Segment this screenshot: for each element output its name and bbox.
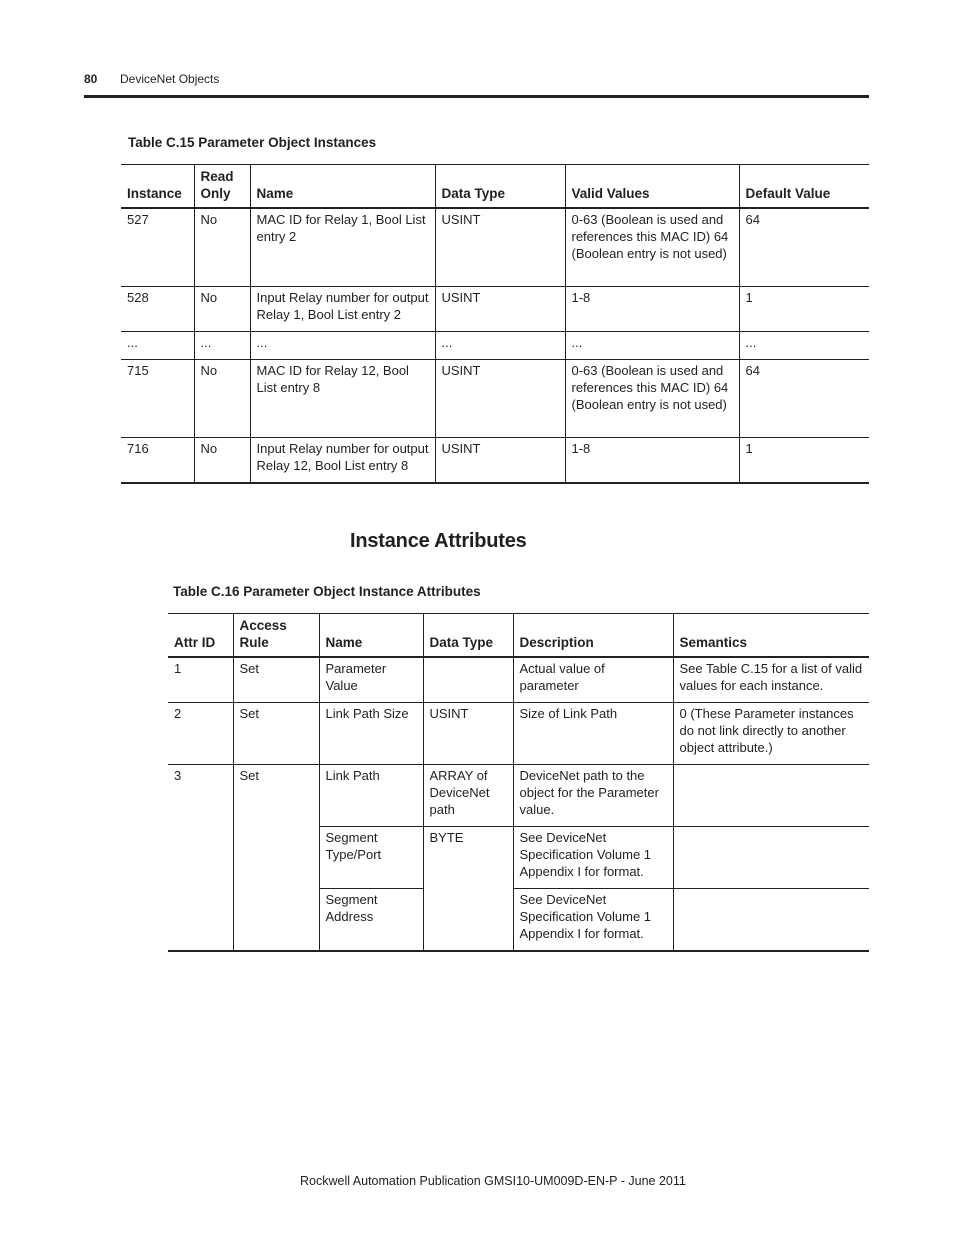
table-cell: Parameter Value [319, 657, 423, 703]
table-cell: 1 [174, 661, 182, 676]
table-cell: Set [233, 703, 319, 765]
table-cell: 64 [739, 359, 869, 437]
table-cell: DeviceNet path to the object for the Parameter value. [513, 765, 673, 827]
table-cell [423, 657, 513, 703]
column-header: Description [513, 614, 673, 658]
table-cell: 64 [739, 208, 869, 286]
table-cell: See DeviceNet Specification Volume 1 Appendix I for format. [513, 889, 673, 952]
table-cell: ... [127, 334, 138, 350]
table-cell: Set [233, 657, 319, 703]
table-cell: 527 [127, 212, 149, 227]
table-header-row [121, 165, 869, 209]
table-cell: 1-8 [565, 437, 739, 483]
table-cell: 1 [739, 286, 869, 331]
column-header: Default Value [739, 165, 869, 209]
column-header: Semantics [673, 614, 869, 658]
table-row [168, 703, 869, 765]
table-cell: No [194, 359, 250, 437]
table-cell: ... [435, 331, 565, 359]
table-cell: USINT [435, 437, 565, 483]
column-header: Data Type [435, 165, 565, 209]
page-header [84, 72, 219, 86]
table-cell [673, 889, 869, 952]
table-cell: USINT [435, 359, 565, 437]
table-cell: Input Relay number for output Relay 1, Bool List entry 2 [250, 286, 435, 331]
table-cell: Actual value of parameter [513, 657, 673, 703]
table-cell [673, 765, 869, 827]
table-cell: USINT [435, 208, 565, 286]
table-cell: USINT [435, 286, 565, 331]
table-cell: MAC ID for Relay 1, Bool List entry 2 [250, 208, 435, 286]
table-header-row [168, 614, 869, 658]
table-cell: See DeviceNet Specification Volume 1 Appendix I for format. [513, 827, 673, 889]
table-cell: USINT [423, 703, 513, 765]
table-cell: 716 [127, 440, 149, 456]
table-cell: 715 [127, 362, 149, 378]
column-header: Access Rule [233, 614, 319, 658]
table-cell: Segment Address [319, 889, 423, 952]
table-cell: 3 [168, 765, 233, 952]
table-row [121, 208, 869, 286]
table-cell: ... [739, 331, 869, 359]
table-cell: MAC ID for Relay 12, Bool List entry 8 [250, 359, 435, 437]
table-cell: No [194, 208, 250, 286]
column-header: Name [250, 165, 435, 209]
table-caption: Table C.16 Parameter Object Instance Attributes [173, 584, 481, 599]
table-row [121, 437, 869, 483]
table-row [121, 286, 869, 331]
table-cell: See Table C.15 for a list of valid values for each instance. [673, 657, 869, 703]
column-header: Name [319, 614, 423, 658]
parameter-object-instances-table [121, 164, 869, 484]
table-cell: ... [194, 331, 250, 359]
table-row [168, 765, 869, 827]
table-cell: 1-8 [565, 286, 739, 331]
table-cell: 2 [168, 703, 233, 765]
table-cell: 0-63 (Boolean is used and references this MAC ID) 64 (Boolean entry is not used) [565, 359, 739, 437]
table-cell: Input Relay number for output Relay 12, Bool List entry 8 [250, 437, 435, 483]
table-cell: No [194, 286, 250, 331]
column-header: Valid Values [565, 165, 739, 209]
table-cell: ... [250, 331, 435, 359]
table-row [121, 359, 869, 437]
table-cell: ARRAY of DeviceNet path [423, 765, 513, 827]
table-cell: 0-63 (Boolean is used and references this MAC ID) 64 (Boolean entry is not used) [565, 208, 739, 286]
table-cell: 1 [739, 437, 869, 483]
table-cell: Size of Link Path [513, 703, 673, 765]
column-header: Instance [127, 186, 182, 201]
table-cell: Set [233, 765, 319, 952]
instance-attributes-table [168, 613, 869, 952]
page-footer: Rockwell Automation Publication GMSI10-UM009D-EN-P - June 2011 [300, 1174, 686, 1188]
table-caption: Table C.15 Parameter Object Instances [128, 135, 377, 150]
section-heading: Instance Attributes [350, 530, 527, 552]
column-header: Data Type [423, 614, 513, 658]
table-cell: Link Path Size [319, 703, 423, 765]
table-cell: Segment Type/Port [319, 827, 423, 889]
table-cell: Link Path [319, 765, 423, 827]
table-cell: 528 [127, 289, 149, 305]
page-number: 80 [84, 72, 98, 86]
column-header: Read Only [194, 165, 250, 209]
table-cell [673, 827, 869, 889]
table-cell: ... [565, 331, 739, 359]
table-cell: BYTE [423, 827, 513, 952]
table-cell: 0 (These Parameter instances do not link directly to another object attribute.) [673, 703, 869, 765]
column-header: Attr ID [174, 635, 216, 650]
table-row [168, 657, 869, 703]
header-section-title: DeviceNet Objects [120, 72, 220, 86]
table-row [121, 331, 869, 359]
table-cell: No [194, 437, 250, 483]
header-rule [84, 95, 869, 98]
